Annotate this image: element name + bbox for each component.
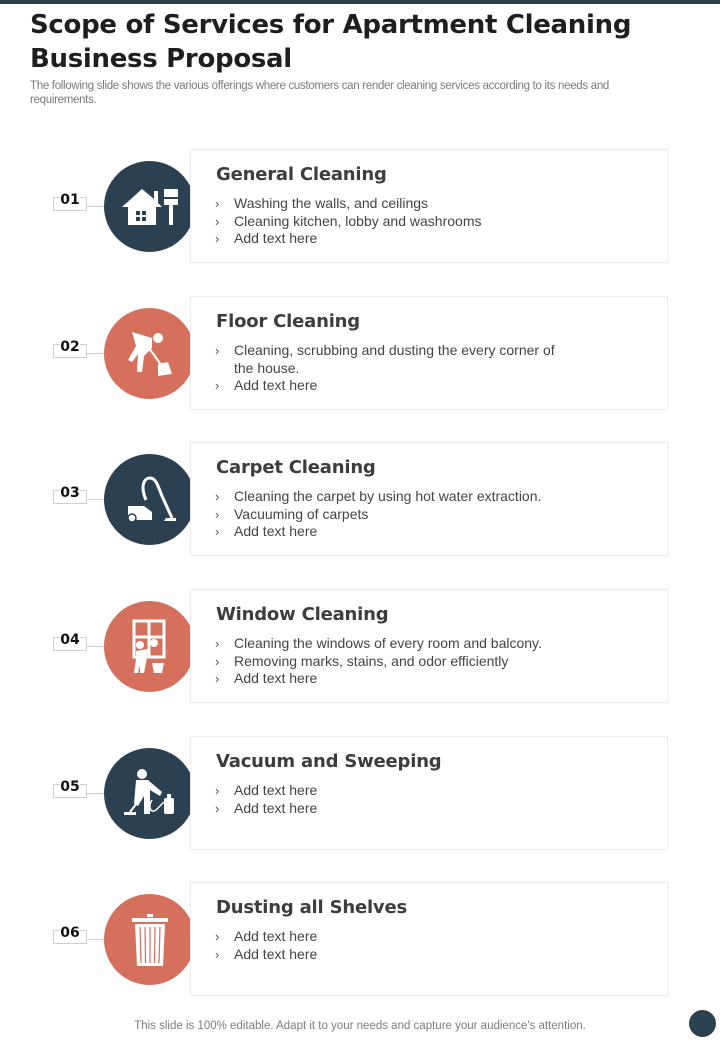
chevron-right-icon: › (215, 653, 220, 669)
service-title: Window Cleaning (216, 604, 389, 625)
bullet-item: › Add text here (215, 945, 318, 962)
footer-note: This slide is 100% editable. Adapt it to your needs and capture your audience's attention. (134, 1020, 586, 1032)
connector-line (87, 939, 105, 940)
chevron-right-icon: › (215, 636, 220, 651)
chevron-right-icon: › (215, 213, 220, 229)
connector-line (87, 793, 105, 794)
vacuum-cleaner-icon (122, 472, 178, 528)
service-number-badge: 04 (53, 633, 87, 651)
chevron-right-icon: › (215, 378, 220, 393)
service-bullets (215, 195, 575, 248)
chevron-right-icon: › (215, 671, 220, 686)
service-number-badge: 05 (53, 780, 87, 798)
connector-line (87, 353, 105, 354)
chevron-right-icon: › (215, 196, 220, 211)
service-title: Carpet Cleaning (216, 457, 376, 478)
chevron-right-icon: › (215, 783, 220, 798)
top-accent-bar (0, 0, 720, 4)
service-number-badge: 01 (53, 193, 87, 211)
service-bullets (215, 635, 575, 688)
service-icon-circle (104, 748, 195, 839)
chevron-right-icon: › (215, 231, 220, 246)
trash-bin-icon (130, 912, 170, 968)
service-icon-circle (104, 894, 195, 985)
service-icon-circle (104, 454, 195, 545)
service-bullets (215, 342, 575, 395)
service-card (190, 736, 668, 850)
chevron-right-icon: › (215, 343, 220, 358)
bullet-item: › Add text here (215, 377, 318, 393)
service-row-3 (0, 442, 720, 558)
service-title: Floor Cleaning (216, 311, 360, 332)
page-subtitle: The following slide shows the various offerings where customers can render cleaning services according to its needs and requirements. (30, 80, 610, 106)
service-card (190, 589, 668, 703)
service-number-badge: 02 (53, 340, 87, 358)
page-title: Scope of Services for Apartment Cleaning Business Proposal (30, 10, 632, 74)
bullet-item: › Add text here (215, 928, 318, 944)
chevron-right-icon: › (215, 946, 220, 962)
connector-line (87, 206, 105, 207)
bullet-item: › Vacuuming of carpets (215, 505, 369, 522)
service-title: Dusting all Shelves (216, 897, 407, 918)
chevron-right-icon: › (215, 506, 220, 522)
person-sweeping-icon (122, 326, 178, 382)
person-vacuuming-icon (122, 766, 178, 822)
bullet-item: › Cleaning kitchen, lobby and washrooms (215, 212, 482, 229)
chevron-right-icon: › (215, 489, 220, 504)
bullet-item: › Cleaning the carpet by using hot water extraction. (215, 488, 542, 504)
bullet-item: › Washing the walls, and ceilings (215, 195, 429, 211)
bullet-item: › Add text here (215, 799, 318, 816)
service-card (190, 442, 668, 556)
service-icon-circle (104, 161, 195, 252)
service-title: Vacuum and Sweeping (216, 751, 442, 772)
service-row-1 (0, 149, 720, 265)
connector-line (87, 499, 105, 500)
service-row-2 (0, 296, 720, 412)
service-icon-circle (104, 308, 195, 399)
service-card (190, 882, 668, 996)
chevron-right-icon: › (215, 800, 220, 816)
chevron-right-icon: › (215, 929, 220, 944)
connector-line (87, 646, 105, 647)
bullet-item: › Removing marks, stains, and odor efficiently (215, 652, 509, 669)
service-bullets (215, 488, 575, 541)
service-card (190, 296, 668, 410)
bullet-item: › Cleaning the windows of every room and balcony. (215, 635, 542, 651)
service-row-6 (0, 882, 720, 998)
service-card (190, 149, 668, 263)
bullet-item: › Cleaning, scrubbing and dusting the every corner of the house. (215, 342, 555, 376)
bullet-item: › Add text here (215, 782, 318, 798)
service-bullets (215, 782, 575, 817)
service-number-badge: 06 (53, 926, 87, 944)
window-cleaner-icon (130, 619, 170, 675)
service-title: General Cleaning (216, 164, 387, 185)
bullet-item: › Add text here (215, 523, 318, 539)
bullet-item: › Add text here (215, 230, 318, 246)
service-bullets (215, 928, 575, 963)
house-brush-icon (120, 185, 180, 229)
bullet-item: › Add text here (215, 670, 318, 686)
chevron-right-icon: › (215, 524, 220, 539)
service-row-4 (0, 589, 720, 705)
service-row-5 (0, 736, 720, 852)
service-number-badge: 03 (53, 486, 87, 504)
corner-dot-decoration (689, 1010, 716, 1037)
service-icon-circle (104, 601, 195, 692)
